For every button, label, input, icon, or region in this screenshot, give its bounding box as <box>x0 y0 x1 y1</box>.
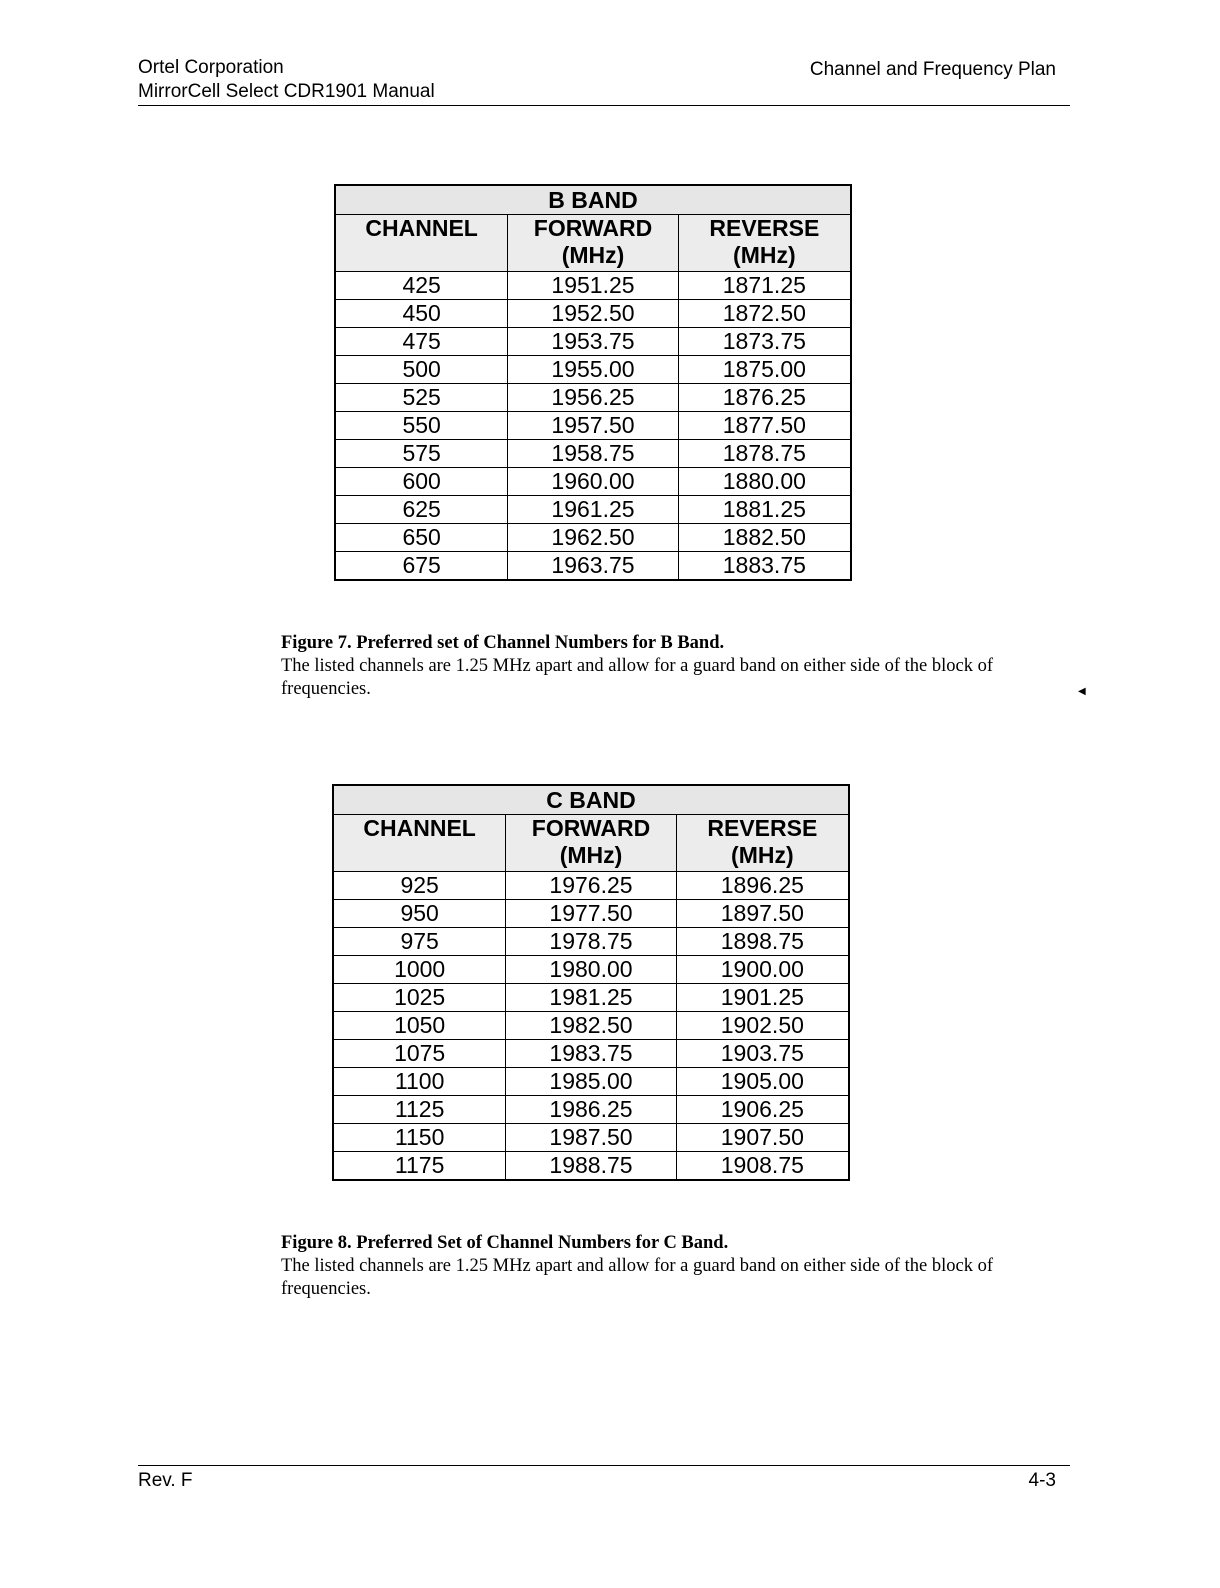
forward-cell: 1981.25 <box>506 984 676 1012</box>
reverse-cell: 1908.75 <box>676 1152 849 1181</box>
table-row <box>333 956 849 984</box>
table-row <box>333 1096 849 1124</box>
channel-cell: 1175 <box>333 1152 506 1181</box>
reverse-cell: 1900.00 <box>676 956 849 984</box>
forward-cell: 1952.50 <box>508 300 678 328</box>
forward-cell: 1976.25 <box>506 872 676 900</box>
table-row <box>333 872 849 900</box>
table-row <box>333 1152 849 1181</box>
table-row <box>335 356 851 384</box>
header-rule <box>138 105 1070 106</box>
reverse-cell: 1902.50 <box>676 1012 849 1040</box>
channel-cell: 1025 <box>333 984 506 1012</box>
figure-description: The listed channels are 1.25 MHz apart and allow for a guard band on either side of the block of frequencies. <box>281 656 994 699</box>
channel-cell: 1150 <box>333 1124 506 1152</box>
column-header-forward: FORWARD (MHz) <box>508 215 678 272</box>
forward-cell: 1988.75 <box>506 1152 676 1181</box>
channel-cell: 925 <box>333 872 506 900</box>
b-band-table <box>334 184 852 581</box>
table-body <box>333 872 849 1181</box>
table-row <box>335 328 851 356</box>
page-number: 4-3 <box>1028 1470 1056 1491</box>
arrow-marker-icon: ◀ <box>1078 686 1086 697</box>
forward-cell: 1978.75 <box>506 928 676 956</box>
manual-title: MirrorCell Select CDR1901 Manual <box>138 81 435 102</box>
forward-cell: 1961.25 <box>508 496 678 524</box>
channel-cell: 675 <box>335 552 508 581</box>
table-row <box>335 440 851 468</box>
reverse-cell: 1898.75 <box>676 928 849 956</box>
table-title: B BAND <box>335 185 851 215</box>
section-title: Channel and Frequency Plan <box>809 59 1056 80</box>
channel-cell: 450 <box>335 300 508 328</box>
reverse-cell: 1882.50 <box>678 524 851 552</box>
channel-cell: 625 <box>335 496 508 524</box>
forward-cell: 1980.00 <box>506 956 676 984</box>
forward-cell: 1985.00 <box>506 1068 676 1096</box>
reverse-cell: 1905.00 <box>676 1068 849 1096</box>
forward-cell: 1977.50 <box>506 900 676 928</box>
table-row <box>335 552 851 581</box>
page-header-left <box>138 56 435 104</box>
table-row <box>333 900 849 928</box>
reverse-cell: 1883.75 <box>678 552 851 581</box>
table-row <box>335 524 851 552</box>
channel-cell: 500 <box>335 356 508 384</box>
channel-cell: 475 <box>335 328 508 356</box>
column-header-reverse: REVERSE (MHz) <box>676 815 849 872</box>
channel-cell: 550 <box>335 412 508 440</box>
forward-cell: 1983.75 <box>506 1040 676 1068</box>
forward-cell: 1982.50 <box>506 1012 676 1040</box>
reverse-cell: 1872.50 <box>678 300 851 328</box>
reverse-cell: 1878.75 <box>678 440 851 468</box>
reverse-cell: 1871.25 <box>678 272 851 300</box>
forward-cell: 1962.50 <box>508 524 678 552</box>
reverse-cell: 1906.25 <box>676 1096 849 1124</box>
reverse-cell: 1903.75 <box>676 1040 849 1068</box>
channel-cell: 950 <box>333 900 506 928</box>
reverse-cell: 1897.50 <box>676 900 849 928</box>
reverse-cell: 1875.00 <box>678 356 851 384</box>
table-row <box>333 1040 849 1068</box>
channel-cell: 600 <box>335 468 508 496</box>
channel-cell: 575 <box>335 440 508 468</box>
company-name: Ortel Corporation <box>138 57 284 78</box>
table-body <box>335 272 851 581</box>
channel-cell: 1100 <box>333 1068 506 1096</box>
table-row <box>333 928 849 956</box>
table-row <box>333 1068 849 1096</box>
channel-cell: 650 <box>335 524 508 552</box>
channel-cell: 1075 <box>333 1040 506 1068</box>
reverse-cell: 1880.00 <box>678 468 851 496</box>
figure-title: Figure 7. Preferred set of Channel Numbers for B Band. <box>281 633 725 653</box>
reverse-cell: 1876.25 <box>678 384 851 412</box>
table-row <box>335 468 851 496</box>
table-row <box>335 300 851 328</box>
forward-cell: 1986.25 <box>506 1096 676 1124</box>
channel-cell: 525 <box>335 384 508 412</box>
forward-cell: 1956.25 <box>508 384 678 412</box>
revision-label: Rev. F <box>138 1470 193 1491</box>
table-row <box>333 1012 849 1040</box>
table-row <box>335 412 851 440</box>
figure-title: Figure 8. Preferred Set of Channel Numbers for C Band. <box>281 1233 729 1253</box>
channel-cell: 1000 <box>333 956 506 984</box>
forward-cell: 1987.50 <box>506 1124 676 1152</box>
footer-rule <box>138 1465 1070 1466</box>
reverse-cell: 1873.75 <box>678 328 851 356</box>
forward-cell: 1953.75 <box>508 328 678 356</box>
reverse-cell: 1907.50 <box>676 1124 849 1152</box>
forward-cell: 1958.75 <box>508 440 678 468</box>
forward-cell: 1957.50 <box>508 412 678 440</box>
column-header-channel: CHANNEL <box>335 215 508 272</box>
reverse-cell: 1877.50 <box>678 412 851 440</box>
column-header-forward: FORWARD (MHz) <box>506 815 676 872</box>
table-row <box>333 984 849 1012</box>
forward-cell: 1955.00 <box>508 356 678 384</box>
reverse-cell: 1901.25 <box>676 984 849 1012</box>
reverse-cell: 1881.25 <box>678 496 851 524</box>
figure-description: The listed channels are 1.25 MHz apart and allow for a guard band on either side of the block of frequencies. <box>281 1256 994 1299</box>
channel-cell: 975 <box>333 928 506 956</box>
figure-8-caption <box>281 1232 1071 1301</box>
forward-cell: 1951.25 <box>508 272 678 300</box>
c-band-table <box>332 784 850 1181</box>
forward-cell: 1960.00 <box>508 468 678 496</box>
table-row <box>333 1124 849 1152</box>
channel-cell: 1125 <box>333 1096 506 1124</box>
figure-7-caption <box>281 632 1071 701</box>
column-header-channel: CHANNEL <box>333 815 506 872</box>
channel-cell: 425 <box>335 272 508 300</box>
forward-cell: 1963.75 <box>508 552 678 581</box>
reverse-cell: 1896.25 <box>676 872 849 900</box>
table-row <box>335 496 851 524</box>
table-row <box>335 384 851 412</box>
table-title: C BAND <box>333 785 849 815</box>
column-header-reverse: REVERSE (MHz) <box>678 215 851 272</box>
channel-cell: 1050 <box>333 1012 506 1040</box>
table-row <box>335 272 851 300</box>
